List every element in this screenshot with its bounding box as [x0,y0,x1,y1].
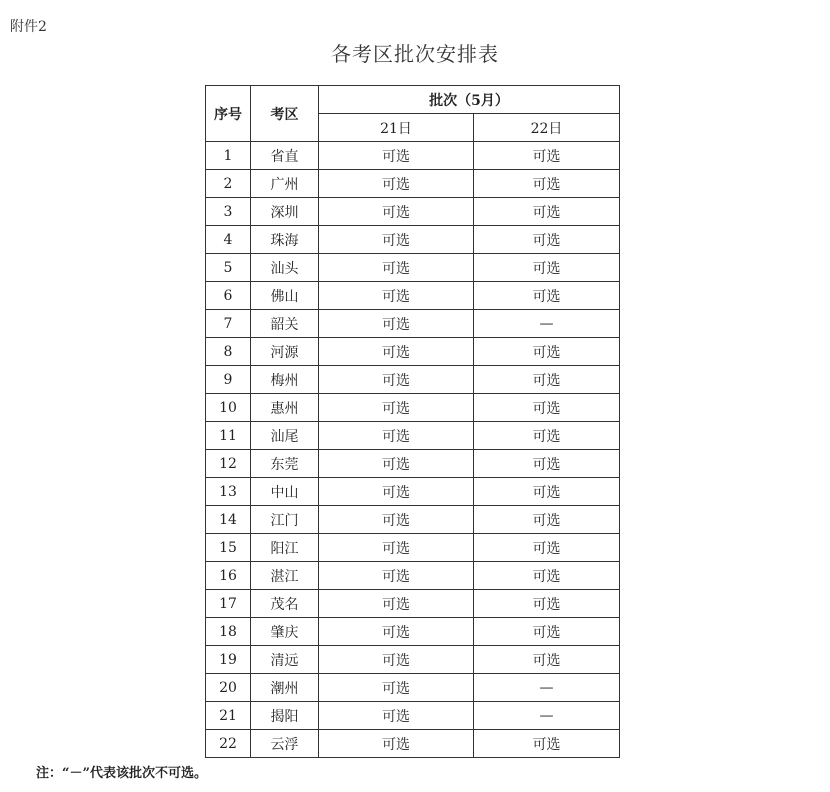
cell-area: 江门 [251,506,319,534]
cell-day-21: 可选 [319,478,474,506]
cell-index: 10 [206,394,251,422]
cell-day-22: 可选 [474,506,620,534]
cell-day-21: 可选 [319,338,474,366]
table-row [206,534,620,562]
cell-index: 19 [206,646,251,674]
cell-day-22: 可选 [474,394,620,422]
table-row [206,730,620,758]
table-row [206,618,620,646]
table-row [206,450,620,478]
cell-day-21: 可选 [319,310,474,338]
footnote: 注：“－”代表该批次不可选。 [36,766,207,781]
cell-day-21: 可选 [319,590,474,618]
table-row [206,590,620,618]
cell-day-22: 可选 [474,198,620,226]
cell-area: 东莞 [251,450,319,478]
table-row [206,422,620,450]
cell-index: 9 [206,366,251,394]
cell-day-22: 可选 [474,478,620,506]
table-row [206,338,620,366]
cell-day-22: 可选 [474,730,620,758]
cell-day-21: 可选 [319,506,474,534]
cell-area: 湛江 [251,562,319,590]
cell-area: 肇庆 [251,618,319,646]
cell-index: 1 [206,142,251,170]
cell-area: 中山 [251,478,319,506]
cell-area: 韶关 [251,310,319,338]
cell-area: 梅州 [251,366,319,394]
table-row [206,142,620,170]
cell-day-22: 可选 [474,142,620,170]
header-day-21: 21日 [319,114,474,142]
cell-index: 21 [206,702,251,730]
cell-day-22: — [474,674,620,702]
cell-index: 18 [206,618,251,646]
table-row [206,394,620,422]
table-row [206,282,620,310]
cell-day-21: 可选 [319,730,474,758]
header-day-22: 22日 [474,114,620,142]
cell-day-22: 可选 [474,646,620,674]
cell-index: 16 [206,562,251,590]
cell-day-21: 可选 [319,534,474,562]
cell-index: 15 [206,534,251,562]
cell-index: 4 [206,226,251,254]
cell-index: 5 [206,254,251,282]
cell-area: 省直 [251,142,319,170]
cell-day-21: 可选 [319,646,474,674]
cell-index: 3 [206,198,251,226]
cell-index: 20 [206,674,251,702]
header-area: 考区 [251,86,319,142]
cell-index: 14 [206,506,251,534]
cell-day-22: 可选 [474,338,620,366]
cell-area: 珠海 [251,226,319,254]
cell-index: 6 [206,282,251,310]
table-row [206,198,620,226]
cell-day-21: 可选 [319,198,474,226]
cell-day-21: 可选 [319,702,474,730]
cell-day-21: 可选 [319,366,474,394]
header-batch: 批次（5月） [319,86,620,114]
cell-day-22: 可选 [474,590,620,618]
cell-day-21: 可选 [319,254,474,282]
cell-area: 广州 [251,170,319,198]
cell-area: 惠州 [251,394,319,422]
cell-day-21: 可选 [319,226,474,254]
table-row [206,702,620,730]
header-index: 序号 [206,86,251,142]
cell-area: 深圳 [251,198,319,226]
cell-day-22: 可选 [474,422,620,450]
cell-day-21: 可选 [319,282,474,310]
table-row [206,646,620,674]
cell-day-22: 可选 [474,170,620,198]
table-body [206,142,620,758]
cell-area: 佛山 [251,282,319,310]
table-row [206,226,620,254]
cell-day-22: 可选 [474,618,620,646]
cell-day-21: 可选 [319,674,474,702]
page-title: 各考区批次安排表 [331,42,499,66]
cell-day-22: 可选 [474,534,620,562]
cell-day-21: 可选 [319,450,474,478]
table-row [206,506,620,534]
table-row [206,562,620,590]
table-row [206,310,620,338]
cell-index: 2 [206,170,251,198]
cell-area: 阳江 [251,534,319,562]
cell-index: 8 [206,338,251,366]
cell-day-22: 可选 [474,366,620,394]
cell-area: 河源 [251,338,319,366]
cell-day-22: — [474,702,620,730]
cell-index: 7 [206,310,251,338]
cell-day-22: 可选 [474,254,620,282]
cell-index: 12 [206,450,251,478]
cell-index: 17 [206,590,251,618]
cell-area: 揭阳 [251,702,319,730]
cell-day-21: 可选 [319,170,474,198]
cell-area: 汕尾 [251,422,319,450]
table-row [206,674,620,702]
cell-day-21: 可选 [319,422,474,450]
cell-day-22: 可选 [474,226,620,254]
cell-day-22: 可选 [474,450,620,478]
cell-index: 13 [206,478,251,506]
table-row [206,254,620,282]
table-row [206,170,620,198]
cell-day-21: 可选 [319,618,474,646]
cell-day-22: 可选 [474,282,620,310]
attachment-label: 附件2 [10,19,47,35]
cell-index: 11 [206,422,251,450]
schedule-table [205,85,620,758]
cell-area: 汕头 [251,254,319,282]
cell-day-21: 可选 [319,394,474,422]
cell-day-22: — [474,310,620,338]
cell-area: 茂名 [251,590,319,618]
cell-index: 22 [206,730,251,758]
table-row [206,366,620,394]
cell-day-22: 可选 [474,562,620,590]
cell-area: 云浮 [251,730,319,758]
table-row [206,478,620,506]
cell-day-21: 可选 [319,142,474,170]
cell-day-21: 可选 [319,562,474,590]
cell-area: 清远 [251,646,319,674]
cell-area: 潮州 [251,674,319,702]
